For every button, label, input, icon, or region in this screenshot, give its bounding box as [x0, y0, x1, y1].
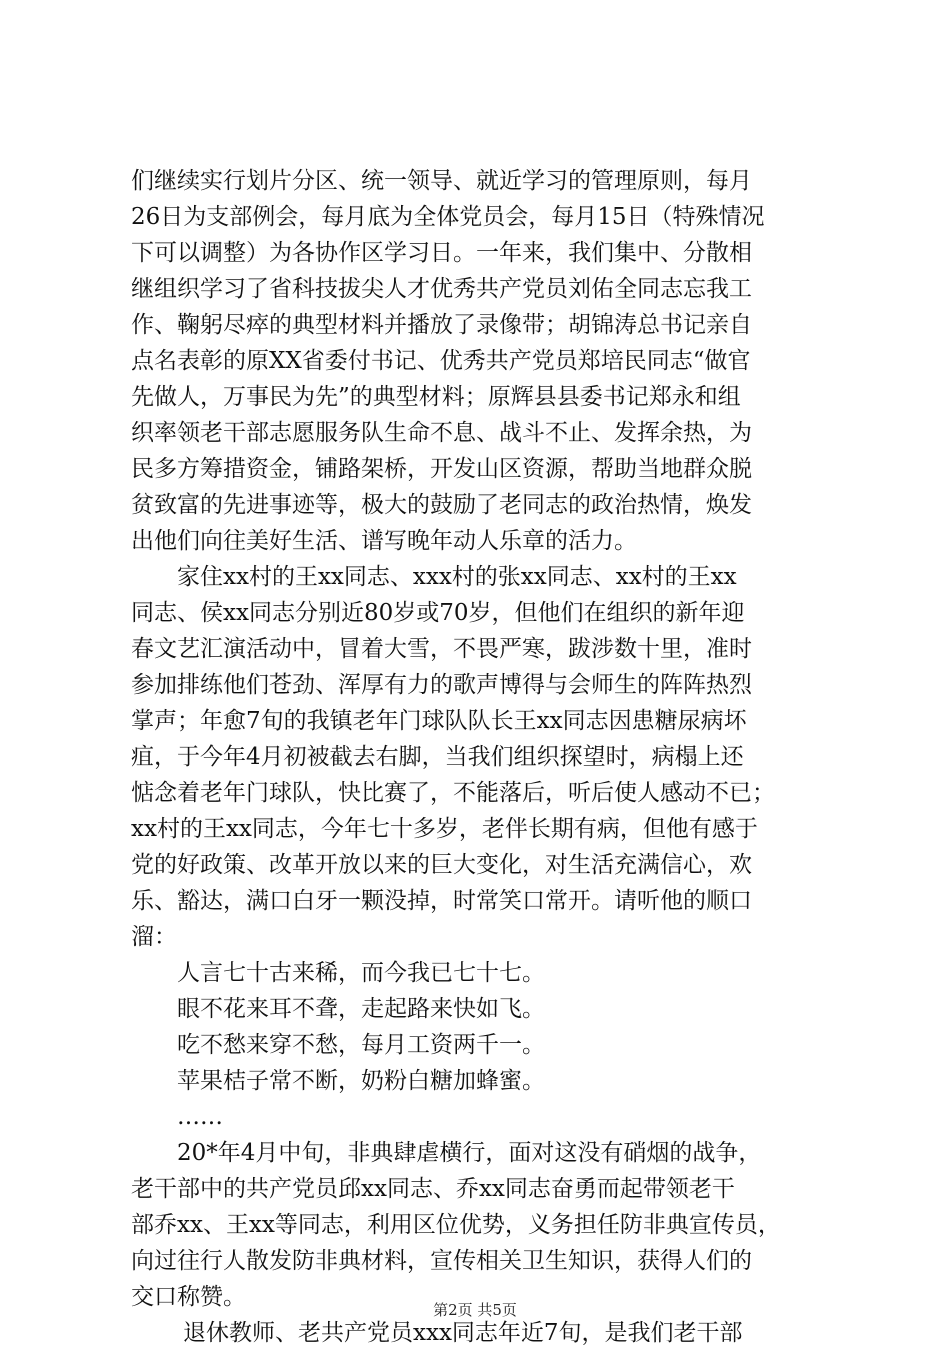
text-line: 作、鞠躬尽瘁的典型材料并播放了录像带；胡锦涛总书记亲自 [131, 312, 752, 338]
text-line: 参加排练他们苍劲、浑厚有力的歌声博得与会师生的阵阵热烈 [131, 672, 752, 698]
text-line: 家住xx村的王xx同志、xxx村的张xx同志、xx村的王xx [177, 564, 737, 590]
text-line: 溜： [131, 924, 177, 950]
poem-line: 眼不花来耳不聋，走起路来快如飞。 [177, 996, 545, 1022]
text-line: 掌声；年愈7旬的我镇老年门球队队长王xx同志因患糖尿病坏 [131, 708, 747, 734]
text-line: 出他们向往美好生活、谱写晚年动人乐章的活力。 [131, 528, 637, 554]
text-line: 退休教师、老共产党员xxx同志年近7旬，是我们老干部 [183, 1320, 743, 1346]
poem-line: 吃不愁来穿不愁，每月工资两千一。 [177, 1032, 545, 1058]
document-body [131, 163, 831, 1351]
text-line: 们继续实行划片分区、统一领导、就近学习的管理原则，每月 [131, 168, 752, 194]
text-line: 向过往行人散发防非典材料，宣传相关卫生知识，获得人们的 [131, 1248, 752, 1274]
ellipsis-line: …… [177, 1104, 223, 1130]
text-line: 继组织学习了省科技拔尖人才优秀共产党员刘佑全同志忘我工 [131, 276, 752, 302]
text-line: 下可以调整）为各协作区学习日。一年来，我们集中、分散相 [131, 240, 752, 266]
text-line: 疽，于今年4月初被截去右脚，当我们组织探望时，病榻上还 [131, 744, 744, 770]
text-line: 民多方筹措资金，铺路架桥，开发山区资源，帮助当地群众脱 [131, 456, 752, 482]
text-line: xx村的王xx同志，今年七十多岁，老伴长期有病，但他有感于 [131, 816, 758, 842]
text-line: 同志、侯xx同志分别近80岁或70岁，但他们在组织的新年迎 [131, 600, 745, 626]
text-line: 点名表彰的原XX省委付书记、优秀共产党员郑培民同志“做官 [131, 348, 751, 374]
text-line: 老干部中的共产党员邱xx同志、乔xx同志奋勇而起带领老干 [131, 1176, 735, 1202]
text-line: 春文艺汇演活动中，冒着大雪，不畏严寒，跋涉数十里，准时 [131, 636, 752, 662]
text-line: 26日为支部例会，每月底为全体党员会，每月15日（特殊情况 [131, 204, 765, 230]
text-line: 织率领老干部志愿服务队生命不息、战斗不止、发挥余热，为 [131, 420, 752, 446]
text-line: 乐、豁达，满口白牙一颗没掉，时常笑口常开。请听他的顺口 [131, 888, 752, 914]
text-line: 党的好政策、改革开放以来的巨大变化，对生活充满信心，欢 [131, 852, 752, 878]
page-number-footer: 第2页 共5页 [433, 1301, 517, 1319]
text-line: 贫致富的先进事迹等，极大的鼓励了老同志的政治热情，焕发 [131, 492, 752, 518]
text-line: 先做人，万事民为先”的典型材料；原辉县县委书记郑永和组 [131, 384, 741, 410]
text-line: 惦念着老年门球队，快比赛了，不能落后，听后使人感动不已； [131, 780, 775, 806]
text-line: 部乔xx、王xx等同志，利用区位优势，义务担任防非典宣传员， [131, 1212, 781, 1238]
text-line: 20*年4月中旬，非典肆虐横行，面对这没有硝烟的战争， [177, 1140, 762, 1166]
poem-line: 苹果桔子常不断，奶粉白糖加蜂蜜。 [177, 1068, 545, 1094]
text-line: 交口称赞。 [131, 1284, 246, 1310]
poem-line: 人言七十古来稀，而今我已七十七。 [177, 960, 545, 986]
